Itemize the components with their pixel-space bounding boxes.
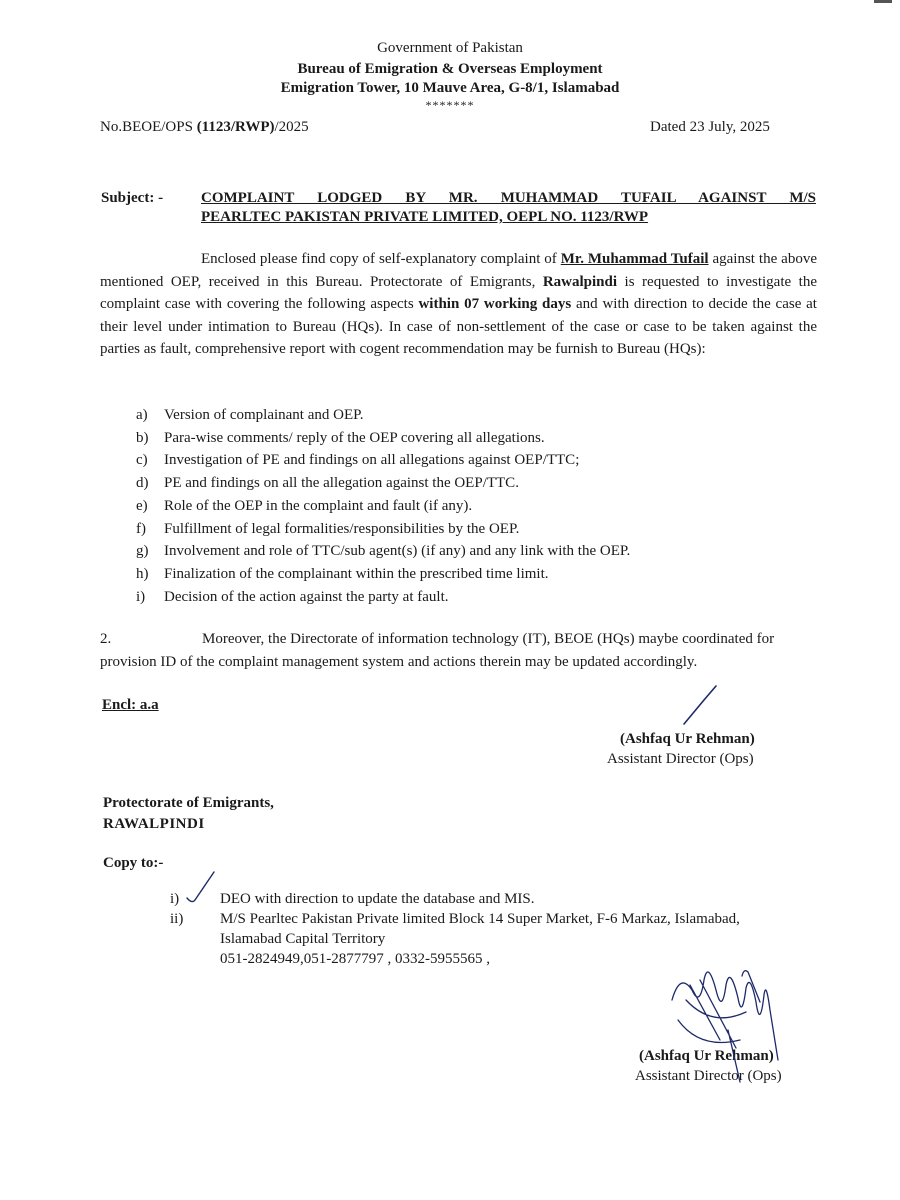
aspect-item [136,563,630,586]
signatory-2-name: (Ashfaq Ur Rehman) [639,1048,774,1064]
addressee-office: Protectorate of Emigrants, [103,795,274,811]
enclosure-note: Encl: a.a [102,697,159,713]
aspect-item [136,427,630,450]
copy-to-label: Copy to:- [103,855,164,871]
aspect-item [136,518,630,541]
aspects-list [136,404,630,608]
aspect-key: e) [136,497,148,514]
body-text-1: Enclosed please find copy of self-explanatory complaint of [201,251,561,267]
reference-number [100,119,309,136]
copy-to-list [170,889,820,969]
complainant-name: Mr. Muhammad Tufail [560,251,709,267]
aspect-key: g) [136,543,149,560]
subject-line-2: PEARLTEC PAKISTAN PRIVATE LIMITED, OEPL NO. 1123/RWP [201,209,649,225]
header-address: Emigration Tower, 10 Mauve Area, G-8/1, Islamabad [280,80,620,96]
copy-item-key: ii) [170,911,184,927]
aspect-item [136,495,630,518]
reference-year: /2025 [274,119,309,135]
copy-item-address-line: Islamabad Capital Territory [220,931,386,947]
aspect-key: f) [136,520,146,537]
aspect-key: h) [136,565,149,582]
aspect-key: a) [136,407,148,423]
header-separator: ******* [425,98,475,112]
reference-code: (1123/RWP) [196,119,275,135]
aspect-key: d) [136,475,149,492]
subject-label: Subject: - [101,190,164,206]
aspect-text: Para-wise comments/ reply of the OEP covering all allegations. [164,429,545,446]
aspect-item [136,586,630,609]
aspect-key: b) [136,429,149,446]
aspect-text: PE and findings on all the allegation against the OEP/TTC. [164,475,519,492]
aspect-text: Investigation of PE and findings on all allegations against OEP/TTC; [164,452,580,469]
aspect-key: i) [136,588,146,605]
aspect-key: c) [136,452,148,469]
header-government: Government of Pakistan [377,40,523,56]
reference-prefix: No.BEOE/OPS [100,119,197,135]
addressee-city: RAWALPINDI [103,816,205,832]
handwritten-signature [672,971,778,1082]
aspect-text: Finalization of the complainant within the prescribed time limit. [164,565,549,582]
signatory-1-title: Assistant Director (Ops) [607,751,754,767]
copy-item [170,889,820,909]
body-paragraph [100,248,817,361]
copy-item-key: i) [170,891,180,907]
initial-stroke-1 [684,686,716,724]
scan-corner-mark [874,0,892,3]
aspect-item [136,540,630,563]
paragraph-2 [100,628,818,674]
deadline-text: within 07 working days [418,296,572,312]
location-name: Rawalpindi [542,273,618,290]
copy-item-phone-line: 051-2824949,051-2877797 , 0332-5955565 , [220,951,490,967]
subject-line-1: COMPLAINT LODGED BY MR. MUHAMMAD TUFAIL AGAINST M/S [201,190,816,206]
body-text-4: and with direction to decide the case at their level under intimation to Bureau (HQs). In case of non-settlement of the case or case to be taken against the parties as fault, comprehensive report with cogent recommendation may be furnish to Bureau (HQs): [100,296,817,357]
aspect-text: Decision of the action against the party at fault. [164,588,449,605]
aspect-text: Fulfillment of legal formalities/responsibilities by the OEP. [164,520,520,537]
paragraph-2-text: Moreover, the Directorate of information technology (IT), BEOE (HQs) maybe coordinated for provision ID of the complaint management system and actions therein may be updated accordingly. [100,631,775,670]
signatory-2-title: Assistant Director (Ops) [635,1068,782,1084]
header-bureau: Bureau of Emigration & Overseas Employment [297,61,603,77]
aspect-text: Role of the OEP in the complaint and fault (if any). [164,497,473,514]
letter-date: Dated 23 July, 2025 [650,119,770,135]
signatory-1-name: (Ashfaq Ur Rehman) [620,731,755,747]
copy-item-text: DEO with direction to update the database and MIS. [220,891,535,907]
copy-item-text: M/S Pearltec Pakistan Private limited Block 14 Super Market, F-6 Markaz, Islamabad, [220,911,740,927]
body-text-2: against the above mentioned OEP, received in this Bureau. Protectorate of Emigrants, [100,251,817,290]
aspect-item [136,472,630,495]
body-text-3: is requested to investigate the complaint case with covering the following aspects [100,273,817,312]
aspect-item [136,404,630,427]
paragraph-2-number: 2. [100,631,112,647]
copy-item [170,909,820,929]
aspect-item [136,449,630,472]
aspect-text: Version of complainant and OEP. [164,407,364,423]
aspect-text: Involvement and role of TTC/sub agent(s) (if any) and any link with the OEP. [164,543,631,560]
